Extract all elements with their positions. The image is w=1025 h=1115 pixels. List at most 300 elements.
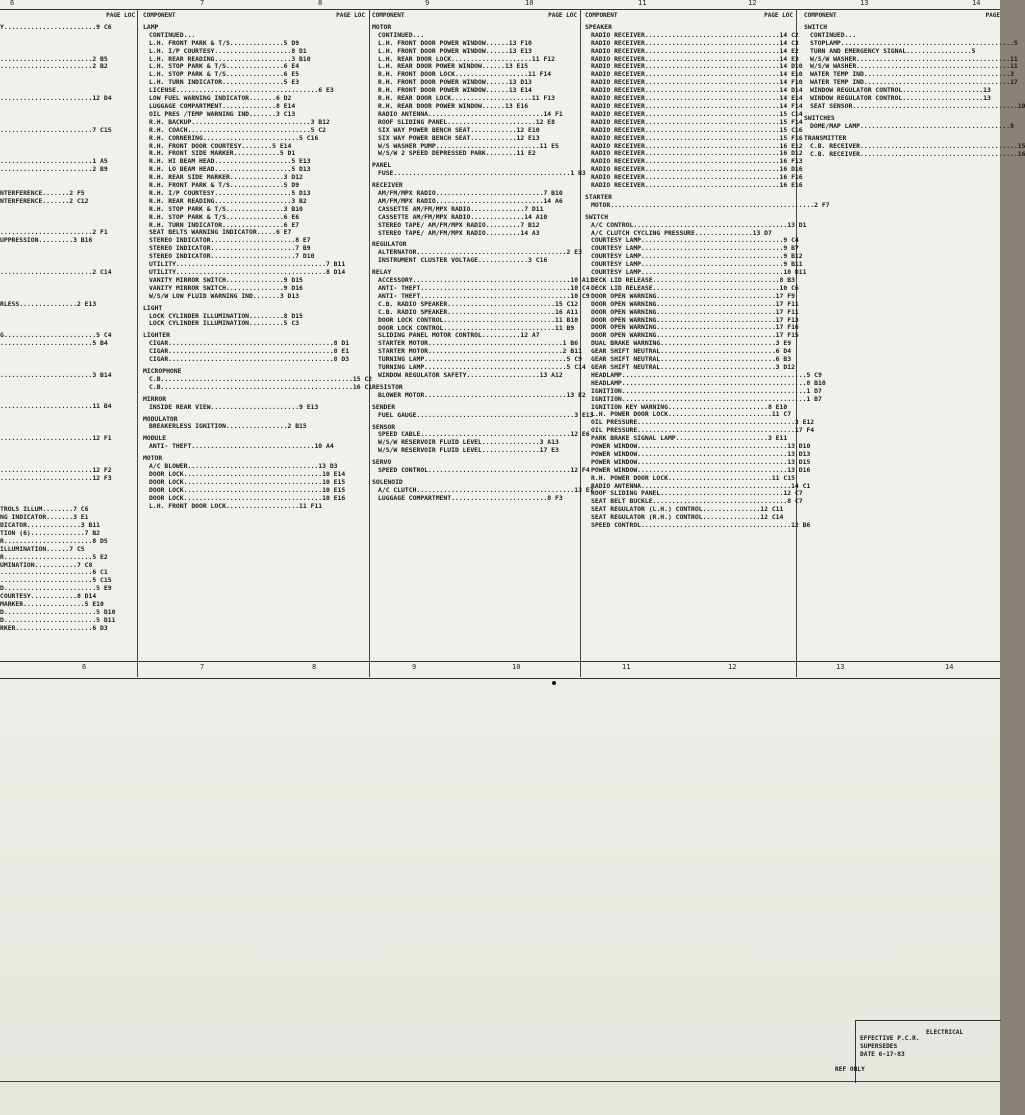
index-entry: TROLS ILLUM........7 C6	[0, 505, 89, 514]
section-title: MOTOR	[372, 22, 392, 31]
index-column-3	[372, 12, 594, 503]
title-block	[855, 1020, 1001, 1083]
index-entry: R.H. REAR DOOR POWER WINDOW......13 E16	[378, 101, 529, 110]
index-entry: UTILITY.......................................7 B11	[149, 260, 346, 269]
index-entry	[0, 482, 135, 490]
index-entry: LUGGAGE COMPARTMENT..............8 E14	[149, 101, 296, 110]
column-header	[372, 12, 577, 20]
index-entry: W/S/W WASHER........................................11	[810, 54, 1018, 63]
index-entry: ANTI- THEFT................................10 A4	[149, 442, 334, 451]
index-entry	[0, 285, 135, 293]
section-title: MICROPHONE	[143, 366, 182, 375]
index-section	[372, 240, 582, 265]
index-entry: CONTINUED...	[149, 30, 196, 39]
title-block-electrical: ELECTRICAL	[926, 1029, 964, 1036]
column-header	[585, 12, 793, 20]
index-section	[372, 182, 577, 237]
index-entry: ........................2 B5	[0, 54, 108, 63]
section-title: MIRROR	[143, 394, 167, 403]
index-entry: RADIO RECEIVER...................................14 C3	[591, 38, 799, 47]
index-section	[585, 22, 803, 190]
section-title: SWITCH	[804, 22, 828, 31]
index-entry: R.H. I/P COURTESY....................5 D13	[149, 188, 311, 197]
index-entry: OIL PRESSURE.........................................17 F4	[591, 426, 815, 435]
index-entry: RADIO RECEIVER...................................14 C2	[591, 30, 799, 39]
section-title: SWITCH	[585, 212, 609, 221]
index-entry	[0, 316, 135, 324]
index-entry: SIX WAY POWER BENCH SEAT............12 E13	[378, 133, 540, 142]
index-entry	[0, 451, 135, 459]
index-entry: R.H. REAR DOOR LOCK.....................11 F13	[378, 94, 555, 103]
index-entry: STARTER MOTOR...................................1 B6	[378, 339, 579, 348]
zone-number-top: 8	[318, 0, 323, 7]
index-entry: RADIO RECEIVER...................................16 E16	[591, 181, 803, 190]
index-entry: DOOR LOCK....................................10 E15	[149, 477, 346, 486]
index-entry: STEREO INDICATOR......................8 E7	[149, 236, 311, 245]
index-entry: A/C BLOWER..................................13 D3	[149, 462, 338, 471]
index-entry: SPEED CABLE.......................................12 E6	[378, 430, 590, 439]
index-entry: SEAT SENSOR...........................................10	[810, 101, 1025, 110]
index-entry: OIL PRES /TEMP WARNING IND.......3 C13	[149, 109, 296, 118]
index-entry: R.H. POWER DOOR LOCK...........................11 C15	[591, 473, 795, 482]
index-entry: W/S/W RESERVOIR FLUID LEVEL...............3 A13	[378, 438, 559, 447]
index-entry: DOME/MAP LAMP.......................................9	[810, 121, 1014, 130]
index-entry: ........................2 B9	[0, 165, 108, 174]
index-section	[143, 455, 365, 510]
index-entry: L.H. POWER DOOR LOCK...........................11 C7	[591, 410, 792, 419]
index-entry: ........................12 F3	[0, 473, 112, 482]
index-entry: RADIO RECEIVER...................................15 C16	[591, 125, 803, 134]
index-entry: MARKER................5 E10	[0, 600, 104, 609]
index-entry: NTERFERENCE.......2 C12	[0, 196, 89, 205]
section-title: LIGHTER	[143, 331, 170, 340]
index-entry: R.H. LO BEAM HEAD....................5 D13	[149, 165, 311, 174]
index-entry: DECK LID RELEASE.................................10 C6	[591, 283, 799, 292]
index-entry: ........................6 C1	[0, 568, 108, 577]
zone-number-bottom: 8	[312, 663, 317, 671]
index-entry: RADIO RECEIVER...................................14 D10	[591, 62, 803, 71]
index-section	[585, 212, 826, 530]
index-entry: R.H. FRONT DOOR POWER WINDOW......13 D13	[378, 78, 532, 87]
index-entry: WINDOW REGULATOR CONTROL.....................13	[810, 94, 991, 103]
section-title: PANEL	[372, 161, 392, 170]
index-section	[585, 192, 830, 210]
zone-number-bottom: 6	[82, 663, 87, 671]
index-entry: R.H. FRONT SIDE MARKER............5 D1	[149, 149, 296, 158]
index-entry	[0, 174, 135, 182]
index-entry: MOTOR.....................................................2 F7	[591, 200, 830, 209]
index-entry: D........................5 E9	[0, 584, 112, 593]
index-entry: SLIDING PANEL MOTOR CONTROL..........12 A7	[378, 331, 540, 340]
zone-number-top: 11	[638, 0, 647, 7]
index-entry: R.H. HI BEAM HEAD....................5 E13	[149, 157, 311, 166]
index-entry	[0, 380, 135, 388]
section-title: SPEAKER	[585, 22, 612, 31]
index-entry: DOOR OPEN WARNING...............................17 F9	[591, 291, 795, 300]
index-entry	[0, 356, 135, 364]
index-entry: L.H. REAR DOOR POWER WINDOW......13 E15	[378, 62, 529, 71]
index-entry: CIGAR...........................................8 D3	[149, 355, 350, 364]
index-entry: LUGGAGE COMPARTMENT.........................8 F3	[378, 493, 563, 502]
index-entry: DICATOR..............3 B11	[0, 521, 101, 529]
index-section	[372, 24, 577, 158]
index-entry: ILLUMINATION......7 C5	[0, 544, 85, 553]
index-entry: LOCK CYLINDER ILLUMINATION.........8 D15	[149, 311, 303, 320]
index-entry: ........................11 B4	[0, 402, 112, 411]
index-entry: RADIO RECEIVER...................................16 D16	[591, 165, 803, 174]
index-entry: RADIO RECEIVER...................................15 C14	[591, 109, 803, 118]
index-entry: COURTESY LAMP.....................................9 B7	[591, 244, 799, 253]
index-entry: BREAKERLESS IGNITION................2 B15	[149, 422, 307, 431]
index-entry	[0, 40, 135, 48]
index-entry: LICENSE.....................................6 E3	[149, 86, 334, 95]
index-entry: L.H. REAR DOOR LOCK.....................11 F12	[378, 54, 555, 63]
index-entry: DOOR OPEN WARNING...............................17 F11	[591, 299, 799, 308]
index-entry	[0, 135, 135, 143]
index-section	[143, 396, 365, 412]
section-title: MODULATOR	[143, 414, 178, 423]
index-section	[143, 366, 373, 392]
section-title: RELAY	[372, 268, 392, 277]
section-title: RECEIVER	[372, 181, 403, 190]
index-entry: ANTI- THEFT.......................................10 C4	[378, 284, 590, 292]
section-title: SERVO	[372, 458, 392, 467]
index-entry: SEAT BELTS WARNING INDICATOR.....6 E7	[149, 228, 292, 237]
section-title: RESISTOR	[372, 382, 403, 391]
index-entry: C.B..................................................16 C1	[149, 382, 373, 391]
zone-number-bottom: 12	[728, 663, 737, 671]
index-entry: L.H. STOP PARK & T/S...............6 E5	[149, 70, 300, 79]
index-entry: W/S/W WASHER........................................11	[810, 62, 1018, 71]
index-entry: DOOR OPEN WARNING...............................17 F13	[591, 315, 799, 324]
index-entry: WINDOW REGULATOR SAFETY...................13 A12	[378, 370, 563, 379]
index-entry: COURTESY LAMP.....................................9 B12	[591, 252, 803, 261]
index-entry: UTILITY.......................................8 D14	[149, 268, 346, 276]
index-entry: RADIO RECEIVER...................................16 D12	[591, 149, 803, 158]
index-entry: STEREO INDICATOR......................7 D10	[149, 252, 315, 261]
index-entry: DUAL BRAKE WARNING..............................3 E9	[591, 339, 792, 348]
index-entry: SEAT BELT BUCKLE...................................8 C7	[591, 497, 803, 506]
section-title: SWITCHES	[804, 113, 835, 122]
index-entry: RADIO RECEIVER...................................16 F16	[591, 173, 803, 182]
column-header-component: COMPONENT	[585, 12, 618, 19]
index-entry: ALTERNATOR.......................................2 E3	[378, 248, 582, 257]
index-entry: SIX WAY POWER BENCH SEAT............12 E10	[378, 125, 540, 134]
ref-only-label: REF ONLY	[835, 1066, 865, 1073]
index-entry: WATER TEMP IND......................................17	[810, 78, 1018, 87]
index-entry: Y........................9 C6	[0, 22, 112, 31]
index-entry: STEREO TAPE/ AM/FM/MPX RADIO.........7 B12	[378, 220, 540, 229]
index-entry: CASSETTE AM/FM/MPX RADIO..............7 D11	[378, 204, 544, 213]
section-title: MOTOR	[143, 454, 163, 463]
index-entry: ........................12 D4	[0, 94, 112, 103]
index-entry: RLESS...............2 E13	[0, 299, 97, 308]
index-entry: ACCESSORY.........................................10 A11	[378, 276, 594, 285]
index-entry: RADIO ANTENNA..............................14 F1	[378, 109, 563, 118]
index-entry: C.B. RADIO SPEAKER............................16 A11	[378, 307, 579, 316]
index-entry: R.H. FRONT DOOR COURTESY........5 E14	[149, 141, 292, 150]
index-entry: R.H. TURN INDICATOR................6 E7	[149, 220, 300, 229]
index-entry: ........................7 C15	[0, 125, 112, 134]
index-entry: GEAR SHIFT NEUTRAL..............................3 D12	[591, 362, 795, 371]
index-entry: RADIO RECEIVER...................................16 F13	[591, 157, 803, 166]
zone-number-top: 9	[425, 0, 430, 7]
index-entry: COURTESY............8 D14	[0, 592, 97, 601]
index-entry: ........................2 B2	[0, 62, 108, 71]
index-entry: ........................12 F2	[0, 465, 112, 474]
index-entry: SPEED CONTROL.......................................12 B6	[591, 521, 811, 530]
index-entry: RADIO RECEIVER...................................14 F14	[591, 101, 803, 110]
index-column-2	[143, 12, 373, 510]
index-entry: TURNING LAMP.....................................5 C14	[378, 363, 586, 372]
section-title: LIGHT	[143, 303, 163, 312]
index-entry: ROOF SLIDING PANEL................................12 C7	[591, 489, 803, 498]
column-header	[143, 12, 365, 20]
index-entry	[0, 103, 135, 111]
index-entry: ........................2 F1	[0, 228, 108, 237]
index-entry: TURN AND EMERGENCY SIGNAL.................5	[810, 46, 976, 55]
index-entry: A/C CLUTCH.........................................13 E7	[378, 485, 594, 494]
index-entry: W/S/W RESERVOIR FLUID LEVEL...............17 E3	[378, 446, 559, 455]
column-divider	[137, 9, 138, 677]
index-entry	[0, 245, 135, 253]
index-entry: L.H. REAR READING....................3 B10	[149, 54, 311, 63]
index-entry: RADIO RECEIVER...................................14 D14	[591, 86, 803, 95]
index-entry: RADIO RECEIVER...................................15 F16	[591, 133, 803, 142]
index-entry: R.......................5 E2	[0, 552, 108, 561]
index-entry: BLOWER MOTOR.....................................13 E2	[378, 390, 586, 399]
index-entry: DECK LID RELEASE.................................8 B3	[591, 276, 795, 284]
index-section	[0, 24, 135, 633]
column-header-component: COMPONENT	[804, 12, 837, 19]
index-entry	[0, 348, 135, 356]
bottom-border-line	[0, 1081, 1000, 1082]
index-entry: FUEL GAUGE.........................................3 E13	[378, 410, 594, 419]
column-header-page-loc: PAGE LOC	[106, 12, 135, 19]
section-title: TRANSMITTER	[804, 133, 847, 142]
index-entry	[0, 111, 135, 119]
index-entry: COURTESY LAMP.....................................9 C4	[591, 236, 799, 245]
section-title: SENSOR	[372, 422, 396, 431]
index-entry: C.B. RADIO SPEAKER............................15 C12	[378, 299, 579, 308]
index-entry: RKER....................6 D3	[0, 623, 108, 632]
top-border-line	[0, 9, 1000, 10]
index-entry: R.H. FRONT DOOR LOCK...................11 F14	[378, 70, 552, 79]
index-entry: DOOR LOCK....................................10 E14	[149, 469, 346, 478]
index-entry: UMINATION...........7 C8	[0, 560, 93, 569]
index-entry: HEADLAMP................................................8 B10	[591, 378, 826, 387]
index-entry: A/C CLUTCH CYCLING PRESSURE...............13 D7	[591, 228, 772, 237]
index-entry: RADIO RECEIVER...................................14 E14	[591, 94, 803, 103]
index-entry: R.H. FRONT DOOR POWER WINDOW......13 E14	[378, 86, 532, 95]
index-entry	[0, 206, 135, 214]
section-title: REGULATOR	[372, 240, 407, 249]
index-section	[804, 133, 1025, 159]
index-entry	[0, 490, 135, 498]
index-section	[372, 458, 590, 475]
registration-dot	[552, 681, 556, 685]
index-entry: D........................5 D11	[0, 615, 116, 624]
index-entry: VANITY MIRROR SWITCH...............9 D16	[149, 283, 303, 292]
index-section	[372, 161, 586, 178]
index-entry: R.H. CORNERING.........................5 C16	[149, 133, 319, 142]
index-entry: RADIO RECEIVER...................................14 E3	[591, 54, 799, 63]
index-entry	[0, 277, 135, 285]
zone-number-bottom: 14	[945, 663, 954, 671]
index-entry	[0, 71, 135, 79]
index-entry: ........................1 A5	[0, 157, 108, 166]
column-header-component: COMPONENT	[143, 12, 176, 19]
index-column-5	[804, 12, 1025, 158]
index-entry: CONTINUED...	[810, 30, 857, 39]
section-title: STARTER	[585, 192, 612, 201]
index-entry: G........................5 C4	[0, 331, 112, 340]
index-entry: LOW FUEL WARNING INDICATOR.......6 D2	[149, 94, 292, 103]
index-entry: POWER WINDOW.......................................13 D16	[591, 465, 811, 474]
index-entry: ........................5 C15	[0, 576, 112, 585]
index-entry: C.B..................................................15 C2	[149, 374, 373, 383]
index-entry: RADIO RECEIVER...................................14 F10	[591, 78, 803, 87]
index-entry: TION (6)..............7 B2	[0, 528, 101, 537]
zone-number-top: 6	[10, 0, 15, 7]
index-entry: R.H. BACKUP...............................3 B12	[149, 117, 330, 126]
index-entry: IGNITION................................................1 B7	[591, 394, 822, 403]
index-entry: POWER WINDOW.......................................13 D10	[591, 442, 811, 451]
title-block-effective: EFFECTIVE P.C.R.	[860, 1035, 920, 1042]
index-section	[143, 416, 365, 432]
middle-zone-band	[0, 661, 1000, 679]
index-entry: D........................5 D10	[0, 607, 116, 616]
column-header	[0, 12, 135, 20]
index-entry: W/S/W LOW FLUID WARNING IND.......3 D13	[149, 291, 300, 300]
index-entry: OIL PRESSURE.........................................3 E12	[591, 418, 815, 427]
index-entry: UPPRESSION.........3 B16	[0, 236, 93, 245]
title-block-supersedes: SUPERSEDES	[860, 1043, 898, 1050]
index-entry: SPEED CONTROL.....................................12 F4	[378, 466, 590, 475]
index-entry: POWER WINDOW.......................................13 D13	[591, 449, 811, 458]
index-entry: PARK BRAKE SIGNAL LAMP........................3 E11	[591, 434, 788, 443]
index-section	[143, 332, 365, 364]
index-section	[143, 435, 365, 451]
index-entry: ........................3 B14	[0, 370, 112, 379]
index-entry: R.H. FRONT PARK & T/S..............5 D9	[149, 181, 300, 190]
index-entry: W/S/W 2 SPEED DEPRESSED PARK........11 E2	[378, 149, 536, 158]
index-entry: WINDOW REGULATOR CONTROL.....................13	[810, 86, 991, 95]
index-entry: ........................2 C14	[0, 268, 112, 276]
index-entry: R.H. STOP PARK & T/S...............6 E6	[149, 212, 300, 221]
index-entry: L.H. FRONT DOOR LOCK...................11 F11	[149, 501, 323, 510]
index-entry: DOOR LOCK....................................10 E16	[149, 493, 346, 502]
section-title: SENDER	[372, 402, 396, 411]
index-entry: ........................12 F1	[0, 434, 112, 443]
index-entry: COURTESY LAMP.....................................10 D11	[591, 268, 807, 277]
index-entry: CIGAR...........................................8 E1	[149, 347, 350, 356]
index-entry: RADIO ANTENNA.......................................14 C1	[591, 481, 811, 490]
index-entry: FUSE..............................................1 B3	[378, 169, 586, 178]
column-header-component: COMPONENT	[372, 12, 405, 19]
index-entry: C.B. RECEIVER.........................................15	[810, 141, 1025, 150]
index-entry: STOPLAMP.............................................5	[810, 38, 1018, 47]
index-entry: DOOR LOCK CONTROL.............................11 B9	[378, 323, 575, 332]
index-entry: WATER TEMP IND......................................3	[810, 70, 1014, 79]
index-entry: STARTER MOTOR...................................2 B11	[378, 347, 582, 356]
index-entry: C.B. RECEIVER.........................................16	[810, 149, 1025, 158]
lower-fold-blank-area	[0, 668, 1000, 1115]
index-entry: STEREO INDICATOR......................7 B9	[149, 244, 311, 253]
column-header-page-loc: PAGE	[985, 12, 1000, 19]
zone-number-bottom: 10	[512, 663, 521, 671]
column-header-page-loc: PAGE LOC	[336, 12, 365, 19]
zone-number-bottom: 7	[200, 663, 205, 671]
index-entry: RADIO RECEIVER...................................14 E10	[591, 70, 803, 79]
index-section	[372, 402, 594, 420]
index-entry	[0, 411, 135, 419]
index-entry: NTERFERENCE.......2 F5	[0, 188, 85, 197]
zone-number-bottom: 11	[622, 663, 631, 671]
index-entry: STEREO TAPE/ AM/FM/MPX RADIO.........14 A3	[378, 228, 540, 237]
index-entry: SEAT REGULATOR (L.H.) CONTROL...............12 C11	[591, 505, 784, 514]
index-entry	[0, 443, 135, 451]
index-entry: DOOR LOCK....................................10 E15	[149, 485, 346, 494]
index-entry: R.H. REAR SIDE MARKER..............3 D12	[149, 173, 303, 182]
index-section	[372, 382, 586, 400]
zone-number-top: 13	[860, 0, 869, 7]
index-entry	[0, 253, 135, 261]
index-entry: AM/FM/MPX RADIO............................14 A6	[378, 196, 563, 205]
column-header-page-loc: PAGE LOC	[548, 12, 577, 19]
index-section	[372, 477, 594, 503]
index-entry: W/S WASHER PUMP...........................11 E5	[378, 141, 559, 150]
index-entry	[0, 32, 135, 40]
zone-number-bottom: 13	[836, 663, 845, 671]
index-entry: RADIO RECEIVER...................................15 F14	[591, 117, 803, 126]
index-section	[372, 268, 594, 380]
zone-number-bottom: 9	[412, 663, 417, 671]
index-entry: DOOR OPEN WARNING...............................17 F16	[591, 323, 799, 332]
column-divider	[580, 9, 581, 677]
index-entry	[0, 143, 135, 151]
index-entry: DOOR OPEN WARNING...............................17 F11	[591, 307, 799, 316]
index-entry: L.H. FRONT PARK & T/S..............5 D9	[149, 38, 300, 47]
index-entry: L.H. TURN INDICATOR................5 E3	[149, 78, 300, 87]
index-entry: R.H. STOP PARK & T/S...............3 B10	[149, 204, 303, 213]
index-entry: RADIO RECEIVER...................................16 E12	[591, 141, 803, 150]
index-entry: R.H. REAR READING....................3 B2	[149, 196, 307, 205]
index-entry: AM/FM/MPX RADIO............................7 B10	[378, 189, 563, 198]
zone-number-top: 7	[200, 0, 205, 7]
index-section	[804, 22, 1025, 111]
zone-number-top: 12	[748, 0, 757, 7]
index-entry: A/C CONTROL........................................13 D1	[591, 220, 807, 229]
index-entry	[0, 388, 135, 396]
column-divider	[369, 9, 370, 677]
index-entry: SEAT REGULATOR (R.H.) CONTROL...............12 C14	[591, 513, 784, 522]
column-header	[804, 12, 1000, 20]
index-entry: L.H. FRONT DOOR POWER WINDOW......13 E13	[378, 46, 532, 55]
index-entry: R.......................8 D5	[0, 536, 108, 545]
index-entry: LOCK CYLINDER ILLUMINATION.........5 C3	[149, 319, 300, 328]
index-entry: GEAR SHIFT NEUTRAL..............................6 B3	[591, 355, 792, 364]
index-entry: L.H. FRONT DOOR POWER WINDOW......13 F10	[378, 38, 532, 47]
index-section	[143, 24, 365, 301]
zone-number-top: 10	[525, 0, 534, 7]
title-block-date: DATE 6-17-83	[860, 1051, 905, 1058]
index-entry: CASSETTE AM/FM/MPX RADIO..............14 A10	[378, 212, 548, 221]
index-entry: ROOF SLIDING PANEL.......................12 E8	[378, 117, 555, 126]
index-entry: GEAR SHIFT NEUTRAL..............................6 D4	[591, 347, 792, 356]
index-entry: CONTINUED...	[378, 30, 425, 39]
index-column-1	[0, 12, 135, 633]
